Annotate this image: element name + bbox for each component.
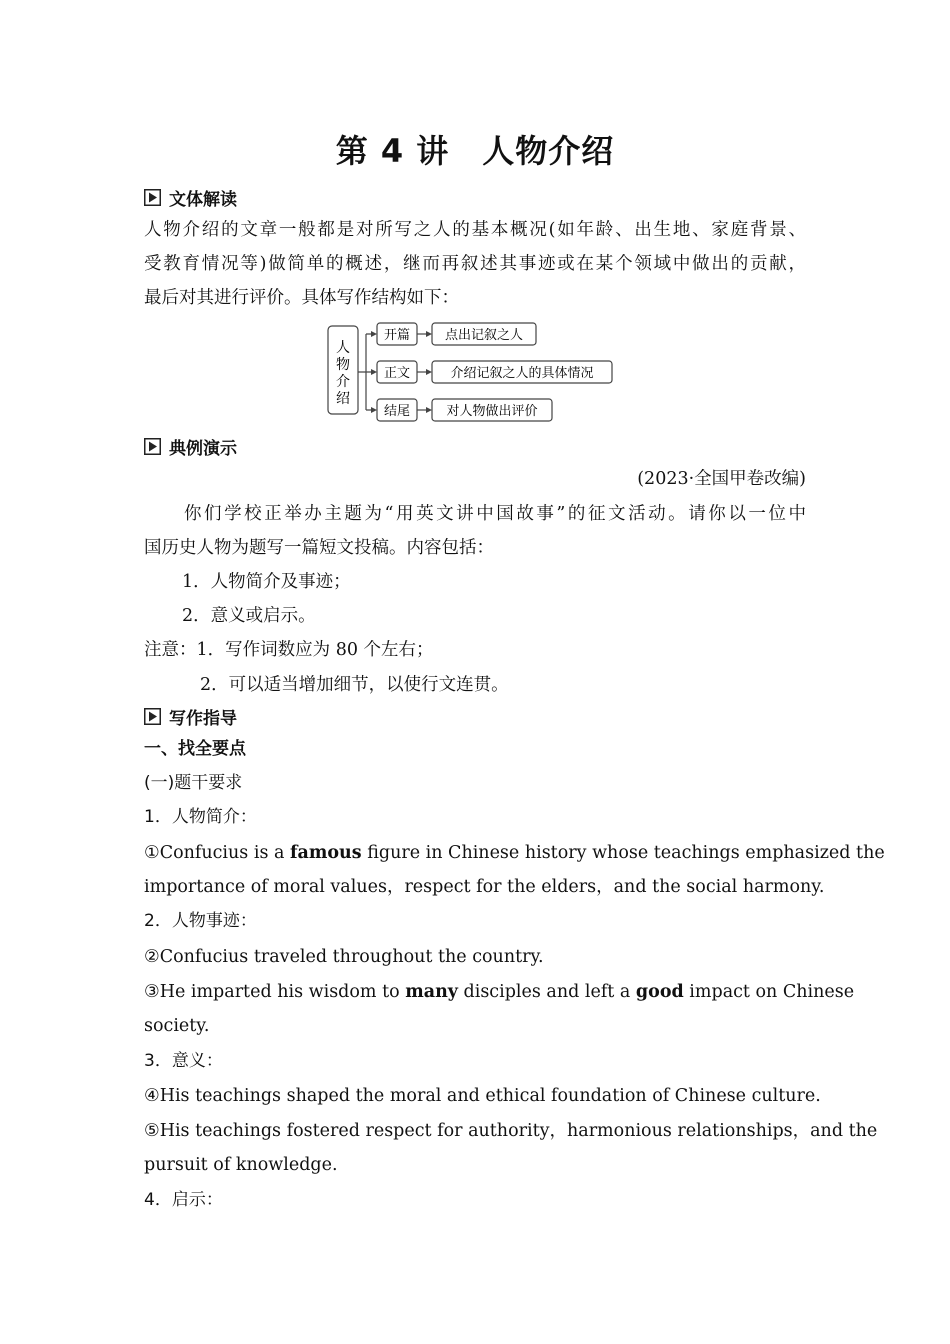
note-line: 2．可以适当增加细节，以使行文连贯。 [200,675,509,695]
section-header-example [144,434,237,458]
diagram-desc-label: 点出记叙之人 [444,328,524,343]
section-header-guide [144,704,237,728]
sentence-line: importance of moral values，respect for the elders，and the social harmony. [144,877,825,897]
keyword: good [635,982,684,1002]
play-box-icon [144,189,161,206]
keyword: famous [289,843,362,863]
item-heading: 2．人物事迹： [144,911,257,931]
diagram-root-char: 物 [336,357,350,373]
diagram-desc-label: 介绍记叙之人的具体情况 [450,366,594,381]
sentence-line: ⑤His teachings fostered respect for authority，harmonious relationships，and the [144,1121,878,1141]
example-paragraph-line: 你们学校正举办主题为“用英文讲中国故事”的征文活动。请你以一位中 [184,504,806,524]
intro-line: 最后对其进行评价。具体写作结构如下： [144,288,459,308]
section-title: 典例演示 [169,438,237,459]
diagram-desc-label: 对人物做出评价 [446,404,538,419]
example-paragraph-line: 国历史人物为题写一篇短文投稿。内容包括： [144,538,494,558]
sentence-line: society. [144,1016,210,1036]
subheading: 一、找全要点 [144,739,246,759]
play-box-icon [144,708,161,725]
structure-diagram [324,322,624,424]
play-box-icon [144,438,161,455]
diagram-part-label: 正文 [383,366,411,381]
item-heading: 1．人物简介： [144,807,257,827]
subheading: (一)题干要求 [144,773,243,793]
diagram-root-char: 人 [336,340,350,356]
sentence-line: pursuit of knowledge. [144,1155,338,1175]
sentence-line: ②Confucius traveled throughout the country. [144,947,544,967]
sentence-line: ①Confucius is a famous figure in Chinese history whose teachings emphasized the [144,843,885,863]
diagram-root-char: 介 [336,374,350,390]
intro-line: 人物介绍的文章一般都是对所写之人的基本概况(如年龄、出生地、家庭背景、 [144,220,806,240]
diagram-part-label: 开篇 [383,328,411,343]
section-title: 写作指导 [169,708,237,729]
page-title: 第 4 讲 人物介绍 [335,132,615,170]
intro-line: 受教育情况等)做简单的概述，继而再叙述其事迹或在某个领域中做出的贡献， [144,254,806,274]
note-line: 注意：1．写作词数应为 80 个左右； [144,640,434,660]
sentence-line: ③He imparted his wisdom to many disciples and left a good impact on Chinese [144,982,855,1002]
diagram-part-label: 结尾 [383,404,411,419]
section-title: 文体解读 [169,189,237,210]
keyword: many [405,982,458,1002]
item-heading: 3．意义： [144,1051,223,1071]
item-heading: 4．启示： [144,1190,223,1210]
example-source: (2023·全国甲卷改编) [637,469,806,489]
sentence-line: ④His teachings shaped the moral and ethical foundation of Chinese culture. [144,1086,821,1106]
diagram-root-char: 绍 [336,391,350,407]
section-header-genre [144,185,237,209]
diagram-connector [358,334,373,410]
content-item: 1．人物简介及事迹； [182,572,351,592]
content-item: 2．意义或启示。 [182,606,316,626]
